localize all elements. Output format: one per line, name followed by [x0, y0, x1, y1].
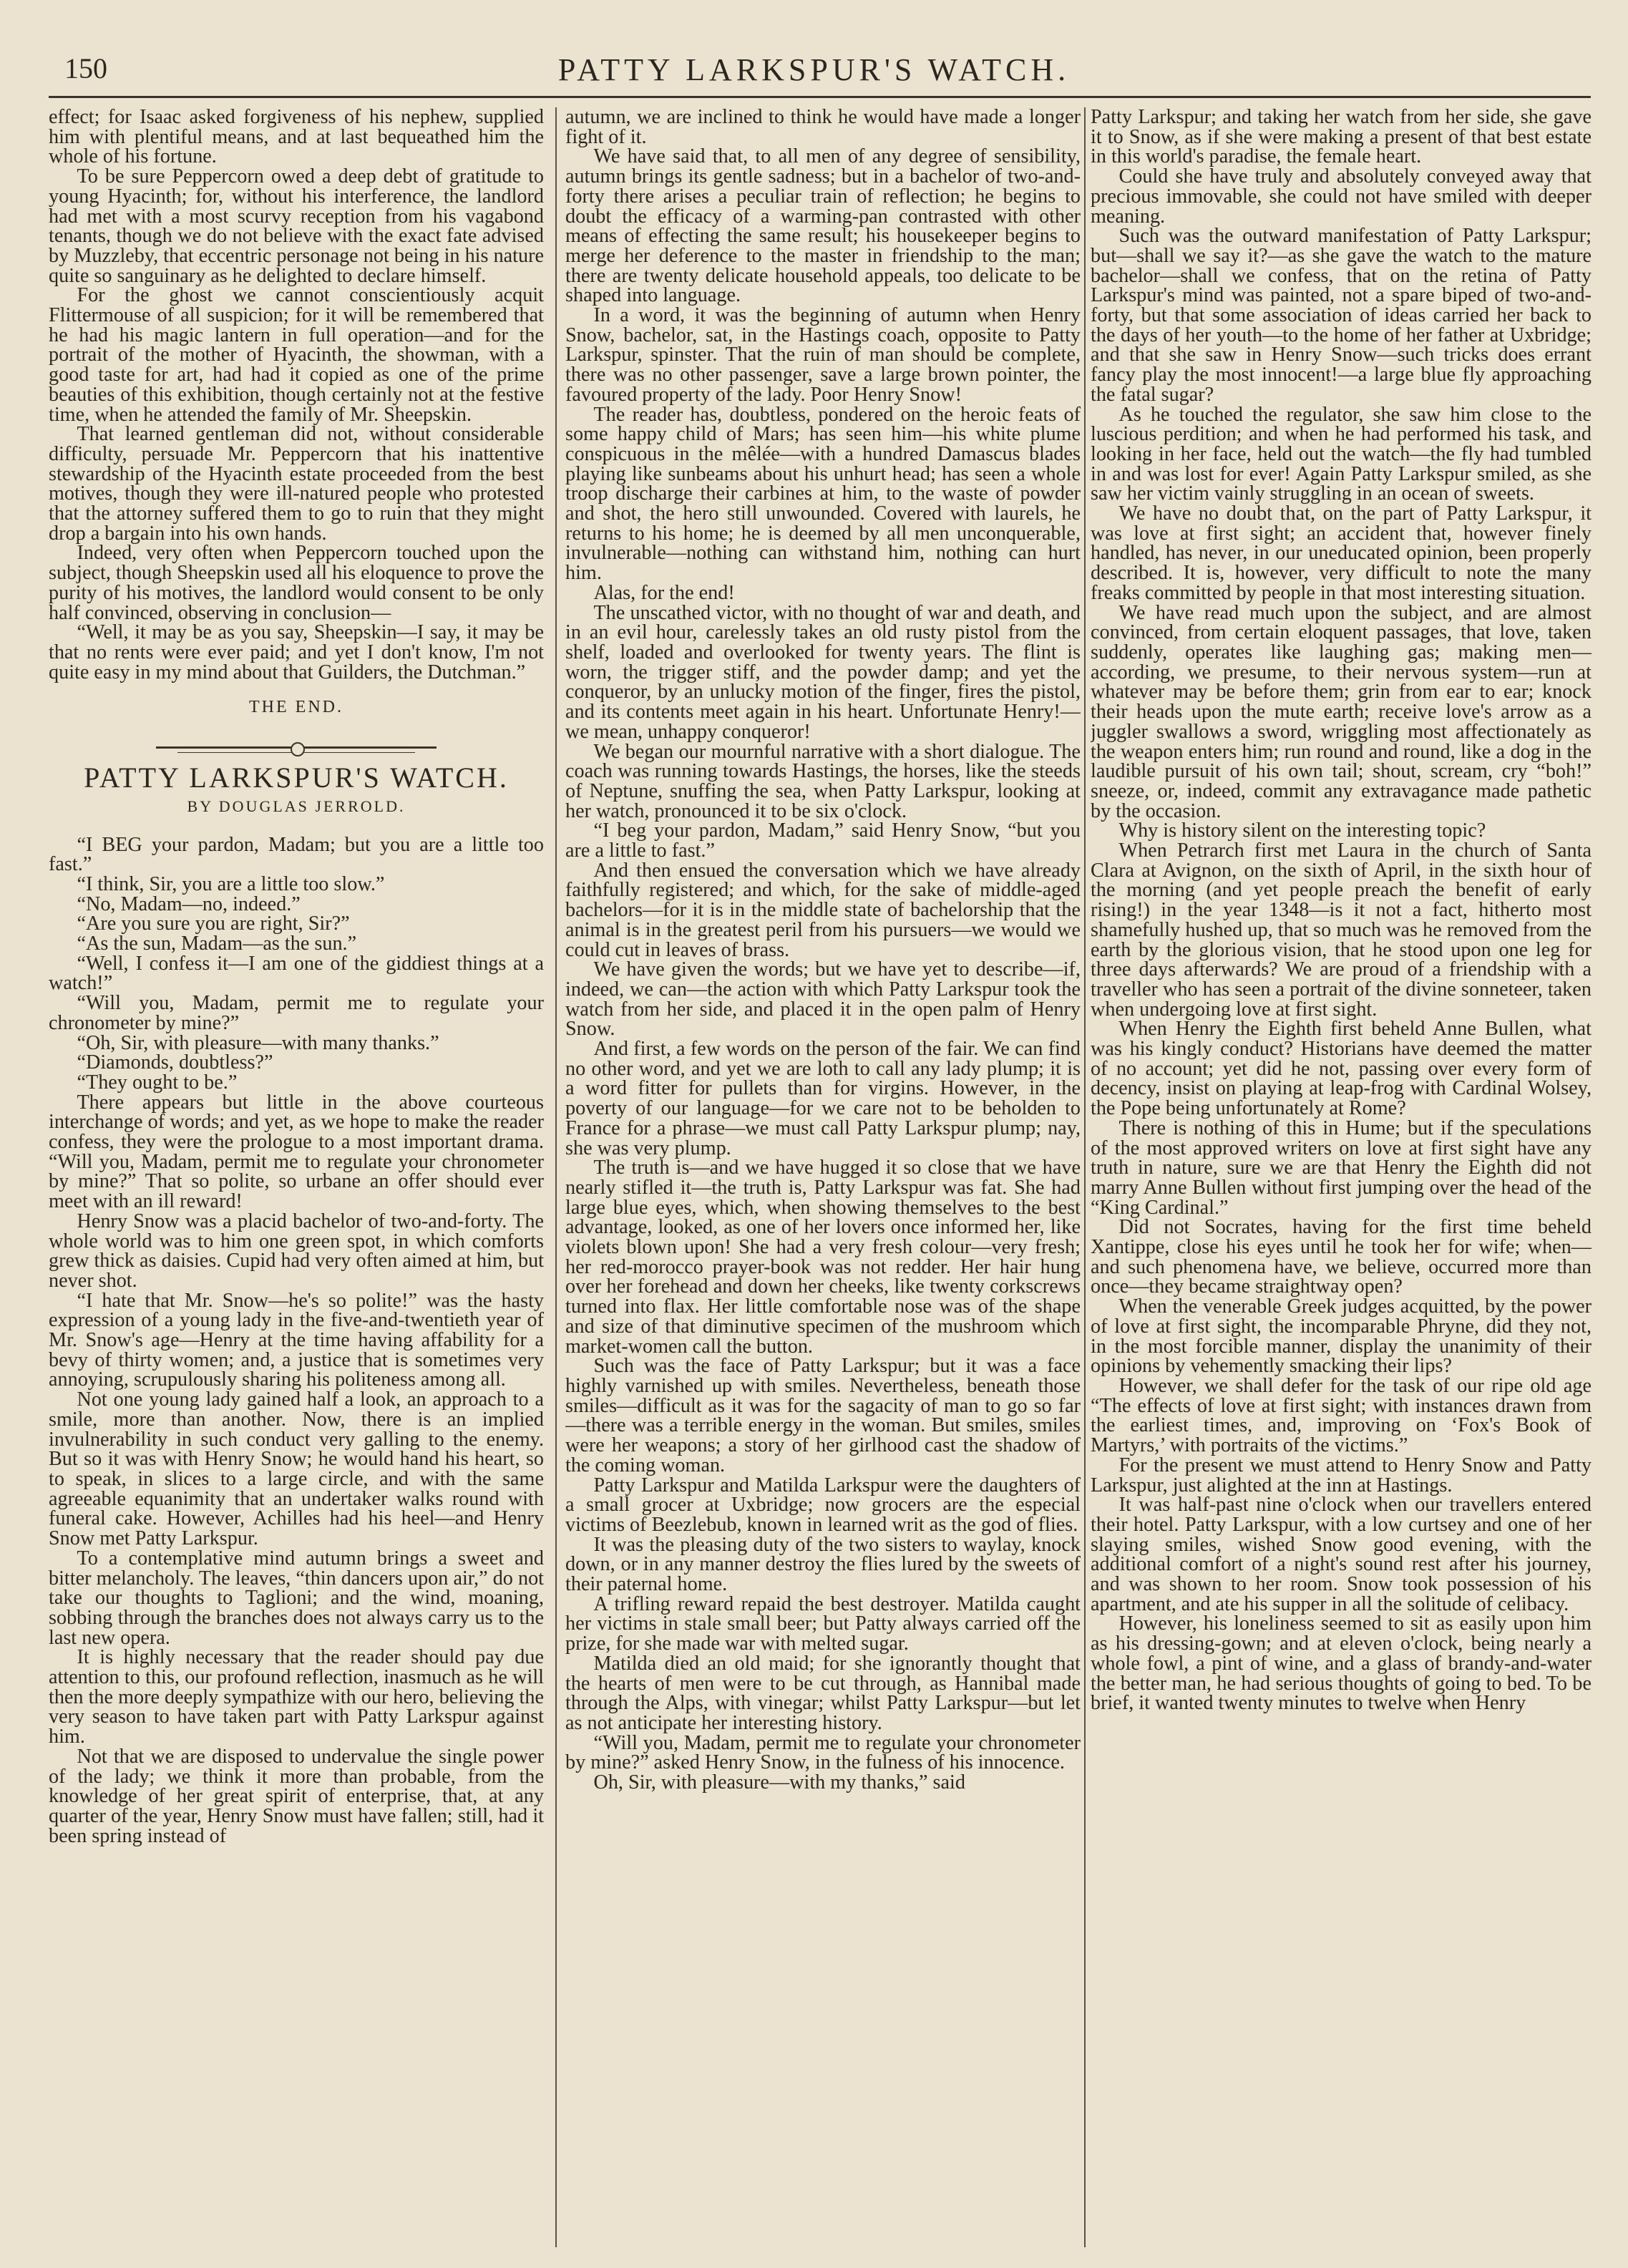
running-title: PATTY LARKSPUR'S WATCH. [557, 52, 1071, 87]
paragraph: Such was the outward manifestation of Patty Larkspur; but—shall we say it?—as she gave the watch to the mature bachelor—shall we confess, that on the retina of Patty Larkspur's mind was painted, not a spare biped of two-and-forty, but that some association of ideas carried her back to the days of her youth—to the home of her father at Uxbridge; and that she saw in Henry Snow—such tricks does errant fancy play the most innocent!—a large blue fly approaching the fatal sugar? [1091, 225, 1592, 406]
paragraph: Oh, Sir, with pleasure—with my thanks,” said [593, 1771, 965, 1794]
paragraph: For the present we must attend to Henry Snow and Patty Larkspur, just alighted at the inn at Hastings. [1091, 1454, 1592, 1496]
paragraph: autumn, we are inclined to think he would have made a longer fight of it. [565, 107, 1081, 148]
paragraph: It was half-past nine o'clock when our travellers entered their hotel. Patty Larkspur, with a low curtsey and one of her slaying smiles, wished Snow good evening, with the additional comfort of a night's sound rest after his journey, and was shown to her room. Snow took possession of his apartment, and ate his supper in all the solitude of celibacy. [1091, 1494, 1592, 1615]
paragraph: Did not Socrates, having for the first time beheld Xantippe, close his eyes until he took her for wife; when—and such phenomena have, we believe, occurred more than once—they became straightway open? [1091, 1216, 1592, 1298]
paragraph: effect; for Isaac asked forgiveness of his nephew, supplied him with plentiful means, and at last bequeathed him the whole of his fortune. [49, 107, 544, 168]
paragraph: We have given the words; but we have yet to describe—if, indeed, we can—the action with which Patty Larkspur took the watch from her side, and placed it in the open palm of Henry Snow. [565, 958, 1081, 1041]
paragraph: The reader has, doubtless, pondered on the heroic feats of some happy child of Mars; has seen him—his white plume conspicuous in the mêlée—with a hundred Damascus blades playing like sunbeams about his unhurt head; has seen a whole troop discharge their carbines at him, to the waste of powder and shot, the hero still unwounded. Covered with laurels, he returns to his home; he is deemed by all men unconquerable, invulnerable—nothing can withstand him, nothing can hurt him. [565, 403, 1081, 585]
paragraph: “Oh, Sir, with pleasure—with many thanks.” [77, 1031, 439, 1054]
paragraph: “I BEG your pardon, Madam; but you are a little too fast.” [49, 833, 544, 876]
paragraph: Patty Larkspur and Matilda Larkspur were the daughters of a small grocer at Uxbridge; now grocers are the especial victims of Beezlebub, known in learned writ as the god of flies. [565, 1474, 1081, 1536]
column-3 [1091, 107, 1592, 2251]
paragraph: When Henry the Eighth first beheld Anne Bullen, what was his kingly conduct? Historians have deemed the matter of no account; yet did he not, passing over every form of decency, insist on playing at leap-frog with Cardinal Wolsey, the Pope being unfortunately at Rome? [1091, 1018, 1592, 1120]
paragraph: When Petrarch first met Laura in the church of Santa Clara at Avignon, on the sixth of April, in the sixth hour of the morning (and yet people preach the benefit of early rising!) in the year 1348—is it not a fact, hitherto most shamefully hushed up, that so much was he removed from the earth by the glorious vision, that he stood upon one leg for three days afterwards? We are proud of a friendship with a traveller who has seen a portrait of the divine sonneteer, taken when undergoing love at first sight. [1091, 839, 1592, 1021]
paragraph: The truth is—and we have hugged it so close that we have nearly stifled it—the truth is, Patty Larkspur was fat. She had large blue eyes, which, when showing themselves to the best advantage, looked, as one of her lovers once informed her, like violets blown upon! She had a very fresh colour—very fresh; her red-morocco prayer-book was not redder. Her hair hung over her forehead and down her cheeks, like twenty corkscrews turned into flax. Her little comfortable nose was of the shape and size of that diminutive specimen of the mushroom which market-women call the button. [565, 1157, 1081, 1358]
paragraph: To a contemplative mind autumn brings a sweet and bitter melancholy. The leaves, “thin dancers upon air,” do not take our thoughts to Taglioni; and the wind, moaning, sobbing through the branches does not always carry us to the last new opera. [49, 1547, 544, 1649]
paragraph: And then ensued the conversation which we have already faithfully registered; and which, for the sake of middle-aged bachelors—for it is in the middle state of bachelorship that the animal is in the greatest peril from his pursuers—we would we could cut in leaves of brass. [565, 859, 1081, 961]
paragraph: The unscathed victor, with no thought of war and death, and in an evil hour, carelessly takes an old rusty pistol from the shelf, loaded and overlooked for twenty years. The flint is worn, the trigger stiff, and the powder damp; and yet the conqueror, by an unlucky motion of the finger, fires the pistol, and its contents meet again in his heart. Unfortunate Henry!—we mean, unhappy conqueror! [565, 601, 1081, 743]
paragraph: “I hate that Mr. Snow—he's so polite!” was the hasty expression of a young lady in the five-and-twentieth year of Mr. Snow's age—Henry at the time having affability for a bevy of thirty women; and, a justice that is sometimes very annoying, scrupulously sharing his politeness among all. [49, 1289, 544, 1391]
byline: BY DOUGLAS JERROLD. [187, 797, 406, 815]
paragraph: Indeed, very often when Peppercorn touched upon the subject, though Sheepskin used all his eloquence to prove the purity of his motives, the landlord would consent to be only half convinced, observing in conclusion— [49, 542, 544, 624]
paragraph: Patty Larkspur; and taking her watch from her side, she gave it to Snow, as if she were making a present of that best estate in this world's paradise, the female heart. [1091, 107, 1592, 168]
decorative-rule [156, 738, 437, 764]
paragraph: We began our mournful narrative with a short dialogue. The coach was running towards Hastings, the horses, like the steeds of Neptune, snuffing the sea, when Patty Larkspur, looking at her watch, pronounced it to be six o'clock. [565, 740, 1081, 822]
story-title: PATTY LARKSPUR'S WATCH. [84, 761, 509, 794]
paragraph: There is nothing of this in Hume; but if the speculations of the most approved writers on love at first sight have any truth in nature, sure we are that Henry the Eighth did not marry Anne Bullen without first jumping over the head of the “King Cardinal.” [1091, 1116, 1592, 1219]
the-end-label: THE END. [249, 698, 343, 717]
paragraph: However, we shall defer for the task of our ripe old age “The effects of love at first sight; with instances drawn from the earliest times, and, improving on ‘Fox's Book of Martyrs,’ with portraits of the victims.” [1091, 1375, 1592, 1457]
paragraph: A trifling reward repaid the best destroyer. Matilda caught her victims in stale small beer; but Patty always carried off the prize, for she made war with melted sugar. [565, 1592, 1081, 1655]
column-rule [555, 107, 557, 2247]
paragraph: As he touched the regulator, she saw him close to the luscious perdition; and when he had performed his task, and looking in her face, held out the watch—the fly had tumbled in and was lost for ever! Again Patty Larkspur smiled, as she saw her victim vainly struggling in an ocean of sweets. [1091, 403, 1592, 505]
paragraph: Henry Snow was a placid bachelor of two-and-forty. The whole world was to him one green spot, in which comforts grew thick as daisies. Cupid had very often aimed at him, but never shot. [49, 1210, 544, 1292]
paragraph: It is highly necessary that the reader should pay due attention to this, our profound reflection, inasmuch as he will then the more deeply sympathize with our hero, believing the very season to have taken part with Patty Larkspur against him. [49, 1646, 544, 1748]
paragraph: To be sure Peppercorn owed a deep debt of gratitude to young Hyacinth; for, without his interference, the landlord had met with a most scurvy reception from his vagabond tenants, though we do not believe with the exact fate advised by Muzzleby, that eccentric personage not being in his nature quite so sanguinary as he delighted to declare himself. [49, 165, 544, 287]
running-head [50, 52, 1578, 94]
paragraph: When the venerable Greek judges acquitted, by the power of love at first sight, the incomparable Phryne, did they not, in the most forcible manner, display the unanimity of their opinions by vehemently smacking their lips? [1091, 1295, 1592, 1378]
page-number: 150 [64, 52, 107, 84]
paragraph: We have no doubt that, on the part of Patty Larkspur, it was love at first sight; an accident that, however finely handled, has never, in our uneducated opinion, been properly described. It is, however, very difficult to note the many freaks committed by people in that most interesting situation. [1091, 502, 1592, 604]
column-1 [49, 107, 544, 2251]
paragraph: Such was the face of Patty Larkspur; but it was a face highly varnished up with smiles. Nevertheless, beneath those smiles—difficult as it was for the sagacity of man to go so far—there was a terrible energy in the woman. But smiles, smiles were her weapons; a story of her girlhood cast the shadow of the coming woman. [565, 1355, 1081, 1476]
paragraph: Not one young lady gained half a look, an approach to a smile, more than another. Now, there is an implied invulnerability in such conduct very galling to the enemy. But so it was with Henry Snow; he would hand his heart, so to speak, in slices to a large circle, and with the same agreeable equanimity that an undertaker walks round with funeral cake. However, Achilles had his heel—and Henry Snow met Patty Larkspur. [49, 1388, 544, 1550]
paragraph: For the ghost we cannot conscientiously acquit Flittermouse of all suspicion; for it will be remembered that he had his magic lantern in full operation—and for the portrait of the mother of Hyacinth, the showman, with a good taste for art, had had it copied as one of the prime beauties of this exhibition, though certainly not at the festive time, when he attended the family of Mr. Sheepskin. [49, 284, 544, 426]
paragraph: We have read much upon the subject, and are almost convinced, from certain eloquent passages, that love, taken suddenly, operates like laughing gas; making men—according, we presume, to their nervous system—run at whatever may be before them; grin from ear to ear; knock their heads upon the mute earth; receive love's arrow as a juggler swallows a sword, wriggling most affectionately as the weapon enters him; run round and round, like a dog in the laudible pursuit of his own tail; shout, scream, cry “boh!” sneeze, or, indeed, commit any extravagance made pathetic by the occasion. [1091, 601, 1592, 822]
paragraph: Could she have truly and absolutely conveyed away that precious immovable, she could not have smiled with deeper meaning. [1091, 165, 1592, 228]
paragraph: “Well, it may be as you say, Sheepskin—I say, it may be that no rents were ever paid; and yet I don't know, I'm not quite easy in my mind about that Guilders, the Dutchman.” [49, 621, 544, 683]
paragraph: “No, Madam—no, indeed.” [77, 892, 301, 915]
paragraph: Matilda died an old maid; for she ignorantly thought that the hearts of men were to be cut through, as Hannibal made through the Alps, with vinegar; whilst Patty Larkspur—but let as not anticipate her interesting history. [565, 1652, 1081, 1734]
paragraph: “Well, I confess it—I am one of the giddiest things at a watch!” [49, 952, 544, 995]
paragraph: “I think, Sir, you are a little too slow.” [77, 872, 385, 895]
paragraph: “As the sun, Madam—as the sun.” [77, 933, 357, 955]
paragraph: In a word, it was the beginning of autumn when Henry Snow, bachelor, sat, in the Hastings coach, opposite to Patty Larkspur, spinster. That the ruin of man should be complete, there was no other passenger, save a large brown pointer, the favoured property of the lady. Poor Henry Snow! [565, 304, 1081, 406]
paragraph: And first, a few words on the person of the fair. We can find no other word, and yet we are loth to call any lady plump; it is a word fitter for pullets than for virgins. However, in the poverty of our language—for we care not to be beholden to France for a phrase—we must call Patty Larkspur plump; nay, she was very plump. [565, 1038, 1081, 1159]
paragraph: “Will you, Madam, permit me to regulate your chronometer by mine?” asked Henry Snow, in the fulness of his innocence. [565, 1731, 1081, 1774]
paragraph: Not that we are disposed to undervalue the single power of the lady; we think it more than probable, from the knowledge of her great spirit of enterprise, that, at any quarter of the year, Henry Snow must have fallen; still, had it been spring instead of [49, 1745, 544, 1847]
paragraph: “Diamonds, doubtless?” [77, 1051, 273, 1074]
column-rule [1084, 107, 1086, 2247]
paragraph: Why is history silent on the interesting topic? [1118, 819, 1486, 842]
header-rule [49, 96, 1591, 98]
paragraph: Alas, for the end! [593, 581, 735, 604]
paragraph: “They ought to be.” [77, 1071, 238, 1094]
paragraph: That learned gentleman did not, without considerable difficulty, persuade Mr. Peppercorn that his inattentive stewardship of the Hyacinth estate proceeded from the best motives, though they were ill-natured people who protested that the attorney suffered them to go to ruin that they might drop a bargain into his own hands. [49, 423, 544, 545]
paragraph: However, his loneliness seemed to sit as easily upon him as his dressing-gown; and at eleven o'clock, being nearly a whole fowl, a pint of wine, and a glass of brandy-and-water the better man, he had serious thoughts of going to bed. To be brief, it wanted twenty minutes to twelve when Henry [1091, 1612, 1592, 1715]
paragraph: “Are you sure you are right, Sir?” [77, 912, 350, 935]
paragraph: It was the pleasing duty of the two sisters to waylay, knock down, or in any manner destroy the flies lured by the sweets of their paternal home. [565, 1533, 1081, 1596]
paragraph: We have said that, to all men of any degree of sensibility, autumn brings its gentle sadness; but in a bachelor of two-and-forty there arises a peculiar train of reflection; he begins to doubt the efficacy of a warming-pan contrasted with other means of effecting the same result; his housekeeper begins to merge her deference to the master in friendship to the man; there are twenty delicate household appeals, too delicate to be shaped into language. [565, 145, 1081, 307]
paragraph: “Will you, Madam, permit me to regulate your chronometer by mine?” [49, 992, 544, 1034]
paragraph: There appears but little in the above courteous interchange of words; and yet, as we hope to make the reader confess, they were the prologue to a most important drama. “Will you, Madam, permit me to regulate your chronometer by mine?” That so polite, so urbane an offer should ever meet with an ill reward! [49, 1091, 544, 1213]
column-2 [565, 107, 1081, 2251]
paragraph: “I beg your pardon, Madam,” said Henry Snow, “but you are a little to fast.” [565, 819, 1081, 862]
